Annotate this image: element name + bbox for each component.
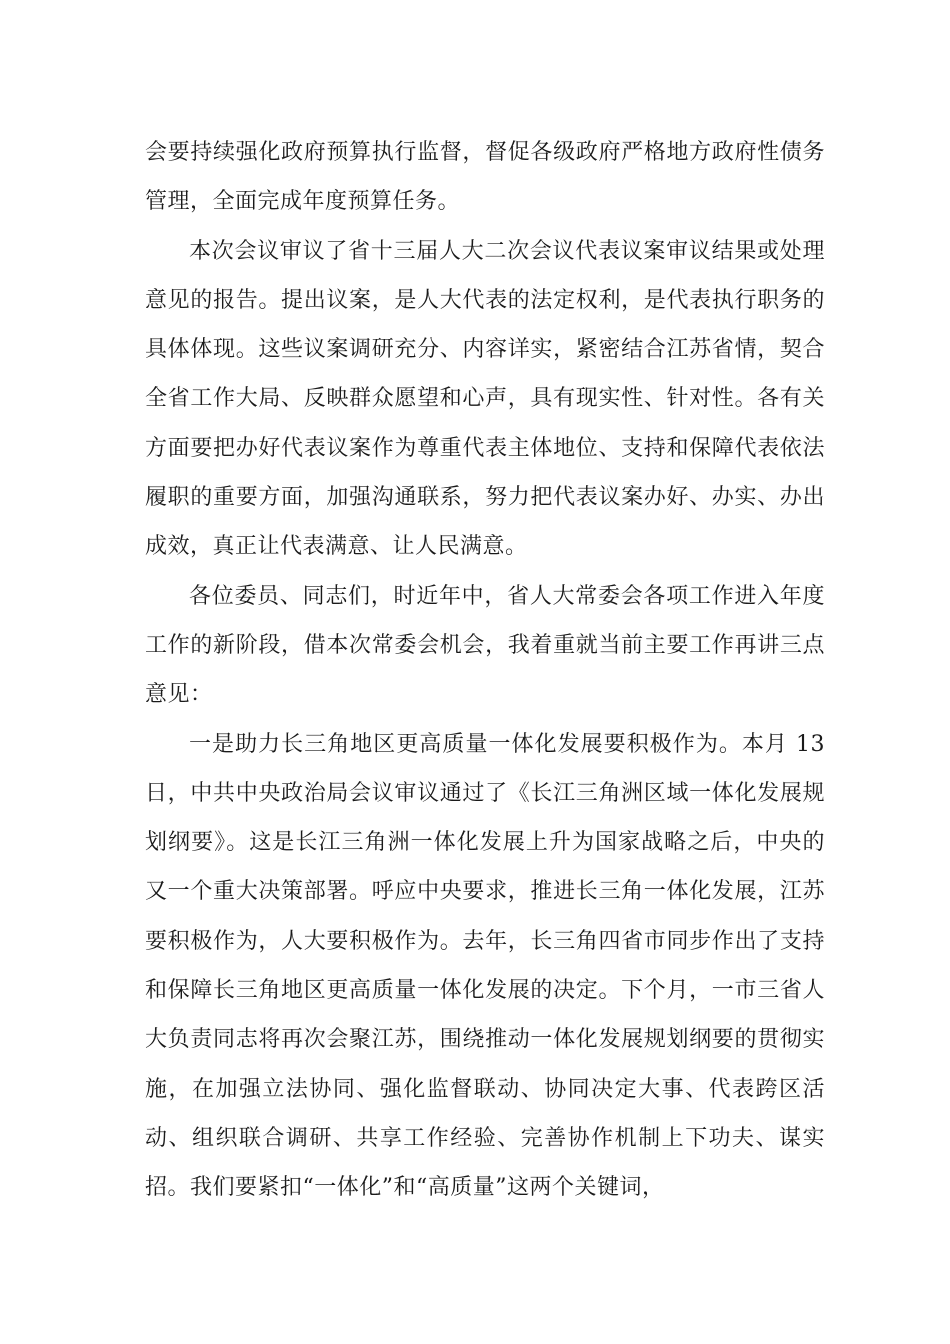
paragraph-address-members: 各位委员、同志们，时近年中，省人大常委会各项工作进入年度工作的新阶段，借本次常委会机会，我着重就当前主要工作再讲三点意见： (145, 583, 825, 708)
paragraph-yangtze-delta: 一是助力长三角地区更高质量一体化发展要积极作为。本月 13 日，中共中央政治局会议审议通过了《长江三角洲区域一体化发展规划纲要》。这是长江三角洲一体化发展上升为国家战略之后，中央的又一个重大决策部署。呼应中央要求，推进长三角一体化发展，江苏要积极作为，人大要积极作为。去年，长三角四省市同步作出了支持和保障长三角地区更高质量一体化发展的决定。下个月，一市三省人大负责同志将再次会聚江苏，围绕推动一体化发展规划纲要的贯彻实施，在加强立法协同、强化监督联动、协同决定大事、代表跨区活动、组织联合调研、共享工作经验、完善协作机制上下功夫、谋实招。我们要紧扣“一体化”和“高质量”这两个关键词， (145, 731, 825, 1201)
paragraph-budget-oversight: 会要持续强化政府预算执行监督，督促各级政府严格地方政府性债务管理，全面完成年度预算任务。 (145, 140, 825, 215)
document-body (145, 128, 825, 1213)
paragraph-motions-review: 本次会议审议了省十三届人大二次会议代表议案审议结果或处理意见的报告。提出议案，是人大代表的法定权利，是代表执行职务的具体体现。这些议案调研充分、内容详实，紧密结合江苏省情，契合全省工作大局、反映群众愿望和心声，具有现实性、针对性。各有关方面要把办好代表议案作为尊重代表主体地位、支持和保障代表依法履职的重要方面，加强沟通联系，努力把代表议案办好、办实、办出成效，真正让代表满意、让人民满意。 (145, 238, 825, 560)
